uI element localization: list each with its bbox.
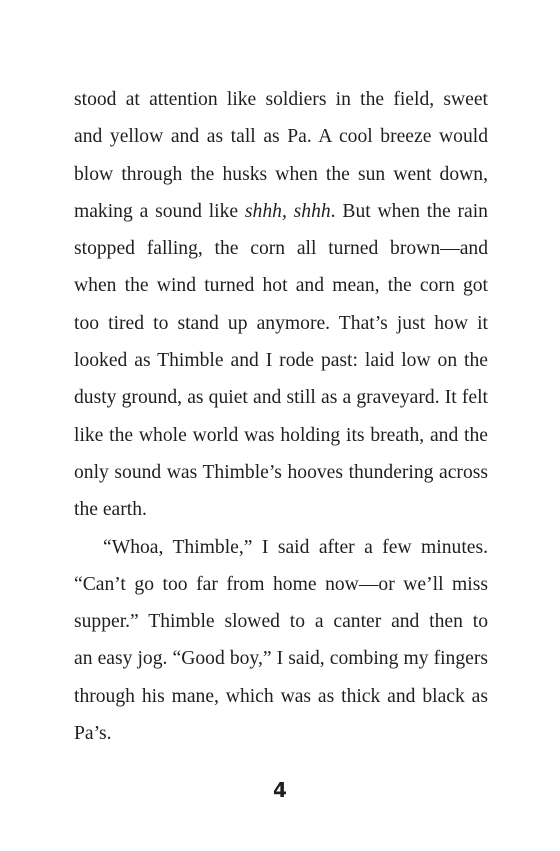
text-line: [74, 678, 488, 715]
italic-text: shhh, shhh: [244, 200, 331, 222]
text-segment: an easy jog. “Good boy,” I said, combing my fingers: [74, 648, 488, 670]
text-line: [74, 81, 488, 118]
text-line: [74, 118, 488, 155]
paragraph: [74, 529, 488, 753]
text-line: [74, 417, 488, 454]
text-segment: only sound was Thimble’s hooves thundering across: [74, 461, 488, 483]
text-line: [74, 193, 488, 230]
text-segment: and yellow and as tall as Pa. A cool breeze would: [74, 126, 488, 148]
body-text: [74, 81, 488, 752]
text-segment: making a sound like: [74, 200, 245, 222]
text-line: [74, 379, 488, 416]
text-line: [74, 267, 488, 304]
text-line: [74, 603, 488, 640]
text-segment: the earth.: [74, 499, 147, 521]
text-line: [74, 715, 488, 752]
text-segment: through his mane, which was as thick and black as: [74, 685, 488, 707]
text-line: [74, 640, 488, 677]
text-line: [74, 342, 488, 379]
paragraph: [74, 81, 488, 529]
text-segment: supper.” Thimble slowed to a canter and then to: [74, 611, 488, 633]
text-segment: blow through the husks when the sun went down,: [74, 163, 488, 185]
text-segment: looked as Thimble and I rode past: laid low on the: [74, 350, 488, 372]
text-segment: “Can’t go too far from home now—or we’ll miss: [74, 573, 488, 595]
text-segment: stopped falling, the corn all turned brown—and: [74, 238, 488, 260]
text-line: [74, 491, 488, 528]
text-segment: dusty ground, as quiet and still as a graveyard. It felt: [74, 387, 488, 409]
text-segment: Pa’s.: [74, 723, 112, 745]
text-line: [74, 454, 488, 491]
text-line: [74, 230, 488, 267]
text-line: [74, 156, 488, 193]
text-line: [74, 529, 488, 566]
text-segment: stood at attention like soldiers in the field, sweet: [74, 89, 488, 110]
text-segment: . But when the rain: [330, 200, 488, 222]
text-segment: “Whoa, Thimble,” I said after a few minutes.: [103, 536, 488, 558]
page-number: 4: [273, 778, 287, 802]
text-segment: too tired to stand up anymore. That’s just how it: [74, 312, 488, 334]
text-line: [74, 305, 488, 342]
text-segment: like the whole world was holding its breath, and the: [74, 424, 488, 446]
text-segment: when the wind turned hot and mean, the corn got: [74, 275, 488, 297]
text-line: [74, 566, 488, 603]
